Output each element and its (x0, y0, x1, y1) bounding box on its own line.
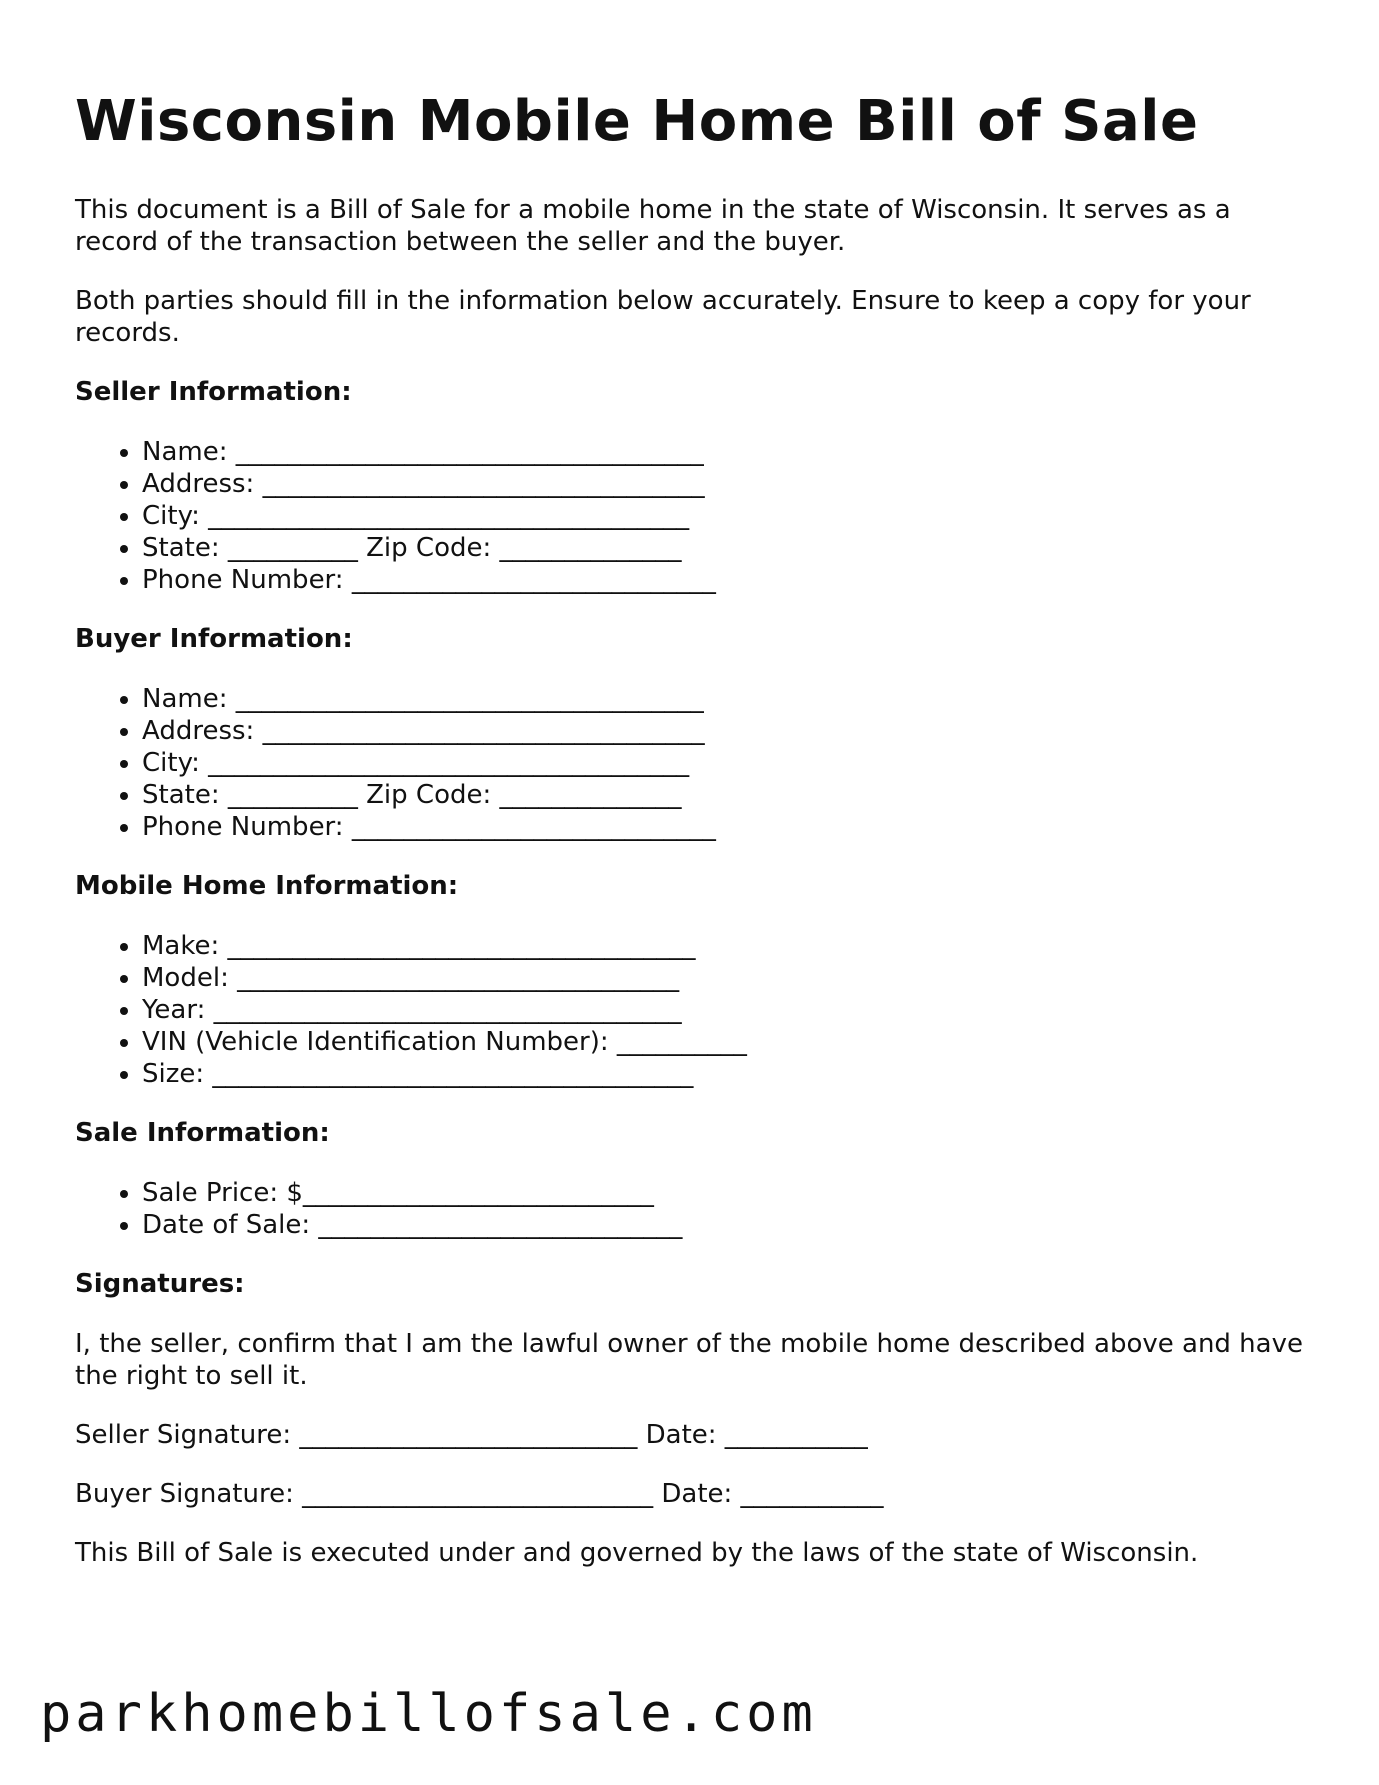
buyer-city-field: • City: _____________________________________ (142, 747, 1305, 779)
document-title: Wisconsin Mobile Home Bill of Sale (75, 89, 1199, 154)
intro-paragraph-2: Both parties should fill in the information below accurately. Ensure to keep a copy for your records. (75, 286, 1251, 349)
seller-name-field: • Name: ____________________________________ (142, 436, 1305, 468)
governing-law-statement: This Bill of Sale is executed under and governed by the laws of the state of Wisconsin. (75, 1538, 1199, 1569)
mobile-home-section-heading: Mobile Home Information: (75, 871, 459, 902)
seller-statement: I, the seller, confirm that I am the lawful owner of the mobile home described above and have the right to sell it. (75, 1329, 1303, 1392)
buyer-signature-line: Buyer Signature: ___________________________ Date: ___________ (75, 1479, 884, 1510)
mobile-home-info-list (75, 930, 1305, 1090)
site-watermark: parkhomebillofsale.com (40, 1684, 817, 1744)
sale-info-list (75, 1177, 1305, 1241)
seller-section-heading: Seller Information: (75, 377, 352, 408)
seller-city-field: • City: _____________________________________ (142, 500, 1305, 532)
mobile-home-vin-field: • VIN (Vehicle Identification Number): __________ (142, 1026, 1305, 1058)
buyer-phone-field: • Phone Number: ____________________________ (142, 811, 1305, 843)
intro-paragraph-1: This document is a Bill of Sale for a mobile home in the state of Wisconsin. It serves as a record of the transaction between the seller and the buyer. (75, 195, 1231, 258)
buyer-info-list (75, 683, 1305, 843)
mobile-home-model-field: • Model: __________________________________ (142, 962, 1305, 994)
buyer-address-field: • Address: __________________________________ (142, 715, 1305, 747)
sale-price-field: • Sale Price: $___________________________ (142, 1177, 1305, 1209)
seller-address-field: • Address: __________________________________ (142, 468, 1305, 500)
mobile-home-size-field: • Size: _____________________________________ (142, 1058, 1305, 1090)
seller-signature-line: Seller Signature: __________________________ Date: ___________ (75, 1420, 868, 1451)
seller-state-zip-field: • State: __________ Zip Code: ______________ (142, 532, 1305, 564)
seller-phone-field: • Phone Number: ____________________________ (142, 564, 1305, 596)
seller-info-list (75, 436, 1305, 596)
mobile-home-year-field: • Year: ____________________________________ (142, 994, 1305, 1026)
document-page (75, 90, 1305, 1596)
buyer-section-heading: Buyer Information: (75, 624, 353, 655)
buyer-state-zip-field: • State: __________ Zip Code: ______________ (142, 779, 1305, 811)
sale-date-field: • Date of Sale: ____________________________ (142, 1209, 1305, 1241)
signatures-section-heading: Signatures: (75, 1269, 245, 1300)
buyer-name-field: • Name: ____________________________________ (142, 683, 1305, 715)
sale-section-heading: Sale Information: (75, 1118, 330, 1149)
mobile-home-make-field: • Make: ____________________________________ (142, 930, 1305, 962)
